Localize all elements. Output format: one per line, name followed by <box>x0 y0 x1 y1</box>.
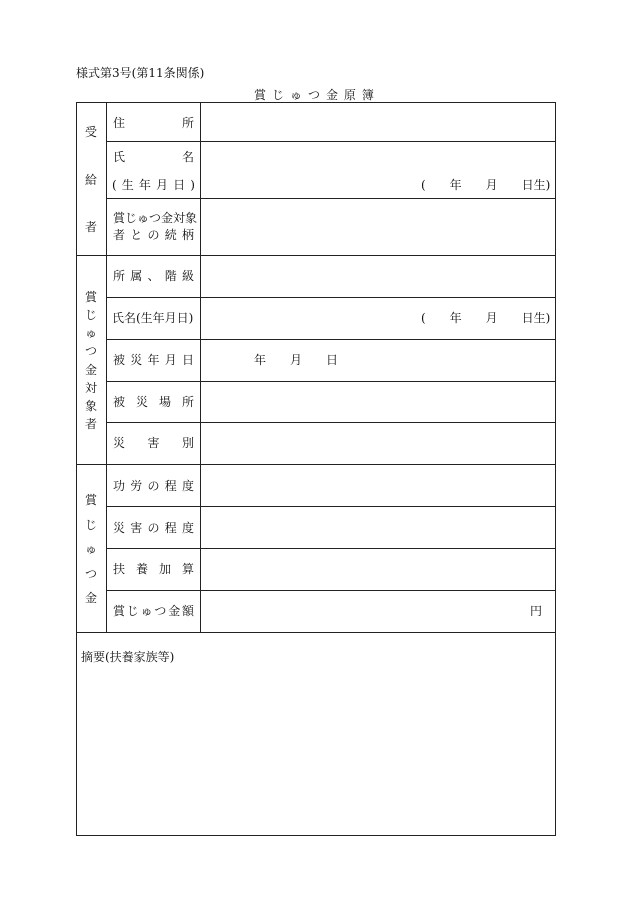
recipient-group-char-2: 給 <box>84 173 97 187</box>
amount-unit: 円 <box>530 604 543 618</box>
name-birth-label: 氏名(生年月日) <box>112 311 194 325</box>
subject-group-char: つ <box>84 344 97 358</box>
subject-group-char: ゅ <box>84 326 97 340</box>
subject-birth-blank: ( 年 月 日生) <box>421 311 551 325</box>
subject-group-char: 賞 <box>84 290 97 304</box>
row-line <box>106 548 556 549</box>
damage-label: 災 害 の 程 度 <box>113 521 194 535</box>
row-line <box>106 297 556 298</box>
award-group-char: 金 <box>84 591 97 605</box>
birth-label: ( 生 年 月 日 ) <box>112 178 195 192</box>
row-line <box>106 506 556 507</box>
amount-label: 賞 じ ゅ つ 金 額 <box>113 604 194 618</box>
subject-group-char: 金 <box>84 363 97 377</box>
document-title: 賞 じ ゅ つ 金 原 簿 <box>254 88 374 102</box>
section-border-2 <box>76 464 556 465</box>
subject-group-char: じ <box>84 308 97 322</box>
form-number: 様式第3号(第11条関係) <box>76 66 205 80</box>
relation-label-line1: 賞じゅつ金対象 <box>113 211 198 225</box>
disaster-date-blank: 年 月 日 <box>254 353 339 367</box>
award-group-char: つ <box>84 567 97 581</box>
disaster-type-label: 災 害 別 <box>113 436 194 450</box>
award-group-char: じ <box>84 518 97 532</box>
name-label: 氏 名 <box>113 150 194 164</box>
remarks-label: 摘要(扶養家族等) <box>81 650 175 664</box>
award-group-char: 賞 <box>84 493 97 507</box>
recipient-group-char-3: 者 <box>84 220 97 234</box>
award-group-char: ゅ <box>84 542 97 556</box>
table-left-border <box>76 102 77 836</box>
merit-label: 功 労 の 程 度 <box>113 479 194 493</box>
label-column-divider <box>200 102 201 633</box>
relation-label-line2: 者 と の 続 柄 <box>113 228 194 242</box>
row-line <box>106 198 556 199</box>
section-border-1 <box>76 255 556 256</box>
row-line <box>106 590 556 591</box>
row-line <box>106 422 556 423</box>
table-right-border <box>555 102 556 836</box>
row-line <box>106 381 556 382</box>
group-column-divider <box>106 102 107 633</box>
affiliation-label: 所 属 、 階 級 <box>113 269 194 283</box>
subject-group-char: 者 <box>84 417 97 431</box>
section-border-3 <box>76 632 556 633</box>
disaster-place-label: 被 災 場 所 <box>113 395 194 409</box>
table-bottom-border <box>76 835 556 836</box>
disaster-date-label: 被 災 年 月 日 <box>113 353 194 367</box>
recipient-group-char-1: 受 <box>84 125 97 139</box>
row-line <box>106 339 556 340</box>
subject-group-char: 対 <box>84 381 97 395</box>
dependent-label: 扶 養 加 算 <box>113 562 194 576</box>
table-top-border <box>76 102 556 103</box>
subject-group-char: 象 <box>84 399 97 413</box>
row-line <box>106 141 556 142</box>
recipient-birth-blank: ( 年 月 日生) <box>421 178 551 192</box>
address-label: 住 所 <box>113 116 194 130</box>
